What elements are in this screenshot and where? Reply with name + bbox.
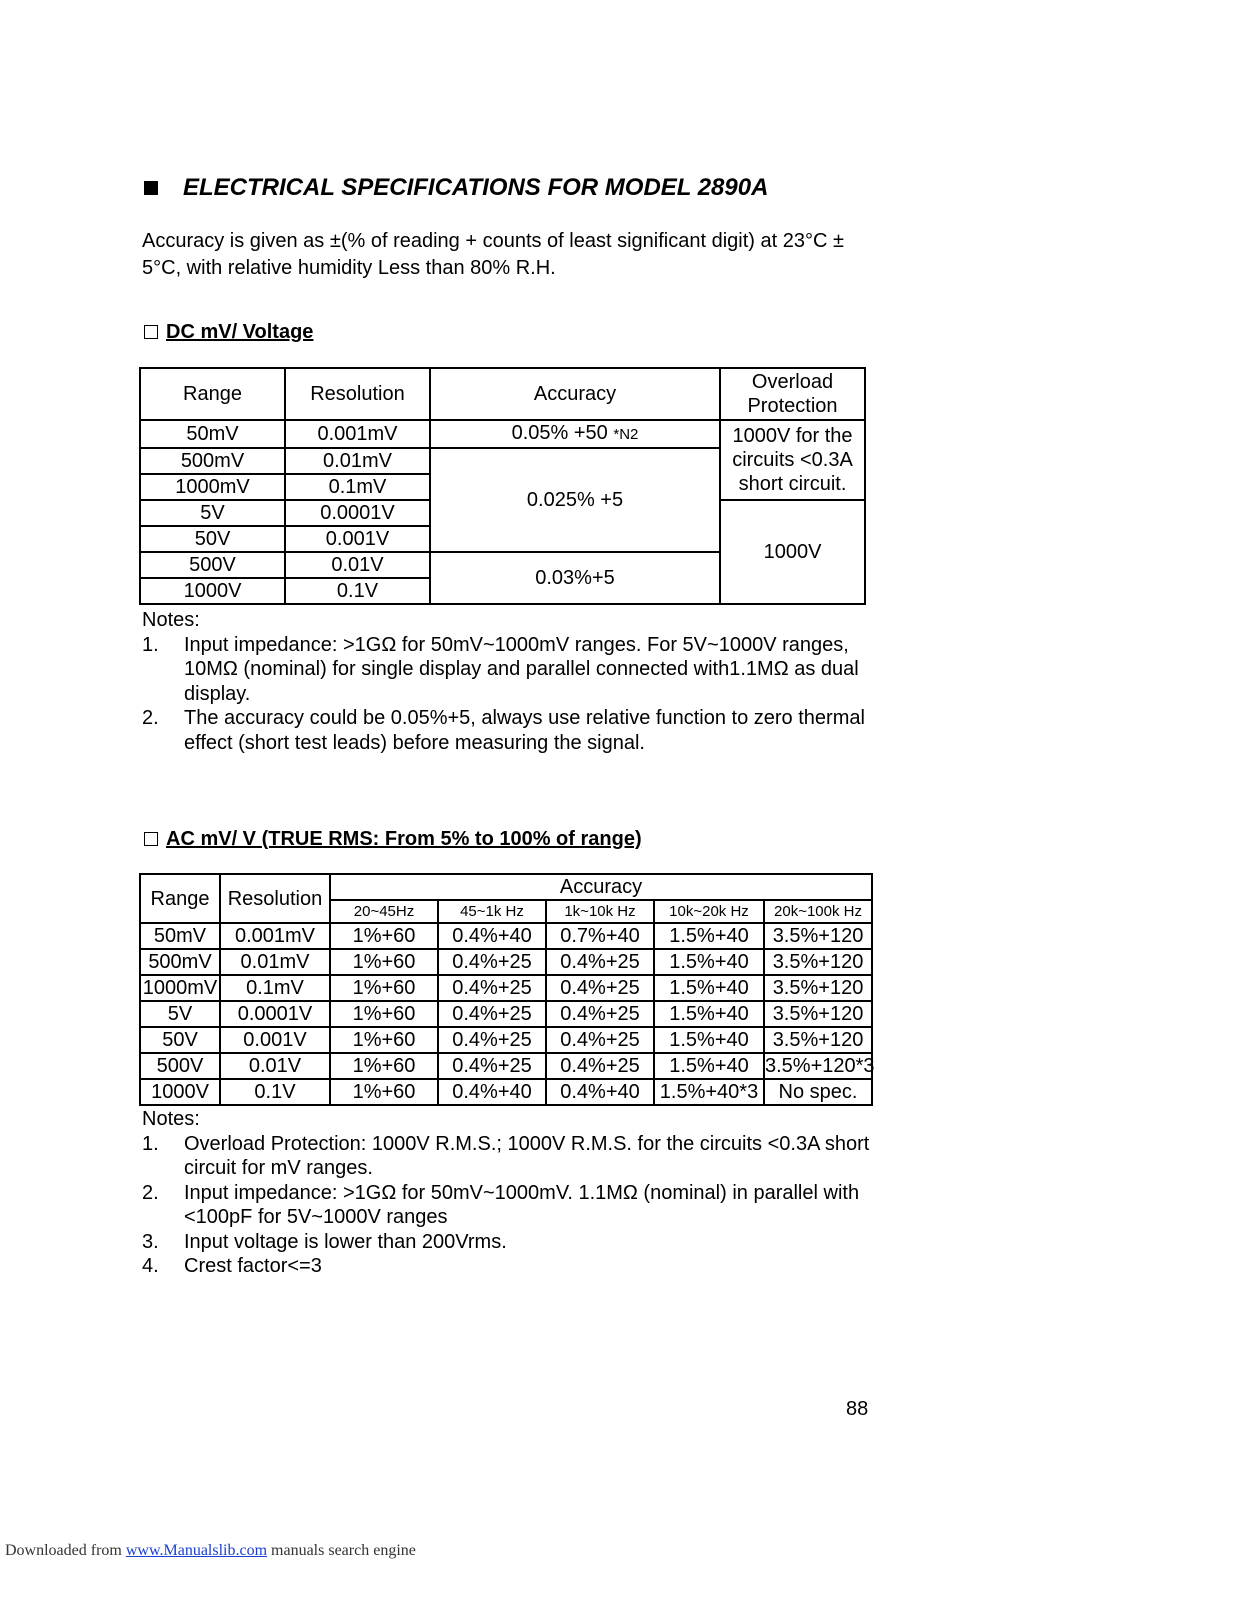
checkbox-icon — [144, 325, 158, 339]
table-row — [140, 1001, 872, 1027]
note-item — [142, 1254, 902, 1279]
accuracy-cell: 1%+60 — [330, 949, 438, 975]
download-footer — [5, 1542, 416, 1560]
accuracy-cell: 0.4%+25 — [546, 1053, 654, 1079]
header-resolution: Resolution — [285, 368, 430, 420]
note-number: 1. — [142, 1132, 159, 1155]
ac-section-title — [144, 828, 642, 851]
notes-label: Notes: — [142, 1108, 200, 1130]
header-band: 1k~10k Hz — [546, 900, 654, 923]
dc-section-title — [144, 321, 313, 344]
resolution-cell: 0.1V — [285, 578, 430, 604]
range-cell: 1000mV — [140, 474, 285, 500]
accuracy-cell: 3.5%+120 — [764, 923, 872, 949]
dc-spec-table — [139, 367, 866, 605]
note-text: Crest factor<=3 — [184, 1255, 322, 1277]
range-cell: 500mV — [140, 949, 220, 975]
accuracy-cell: 0.4%+25 — [546, 1027, 654, 1053]
accuracy-cell: 0.4%+25 — [546, 1001, 654, 1027]
accuracy-cell: 1.5%+40 — [654, 1027, 764, 1053]
accuracy-cell: 0.4%+25 — [438, 949, 546, 975]
accuracy-value: 0.05% +50 — [511, 422, 608, 444]
resolution-cell: 0.001mV — [220, 923, 330, 949]
accuracy-cell: 3.5%+120 — [764, 1001, 872, 1027]
table-row — [140, 975, 872, 1001]
accuracy-cell: 1%+60 — [330, 923, 438, 949]
resolution-cell: 0.1V — [220, 1079, 330, 1105]
resolution-cell: 0.001V — [220, 1027, 330, 1053]
note-number: 4. — [142, 1255, 159, 1277]
accuracy-cell: 1%+60 — [330, 1079, 438, 1105]
dc-title-text: DC mV/ Voltage — [166, 321, 314, 343]
range-cell: 1000mV — [140, 975, 220, 1001]
accuracy-cell: 0.03%+5 — [430, 552, 720, 604]
note-item — [142, 1230, 902, 1255]
accuracy-cell: 0.4%+25 — [438, 1001, 546, 1027]
resolution-cell: 0.01mV — [285, 448, 430, 474]
resolution-cell: 0.01mV — [220, 949, 330, 975]
dc-notes — [142, 608, 902, 755]
table-row — [140, 923, 872, 949]
accuracy-cell: 3.5%+120*3 — [765, 1055, 875, 1077]
ac-notes — [142, 1107, 902, 1279]
resolution-cell: 0.001V — [285, 526, 430, 552]
intro-paragraph: Accuracy is given as ±(% of reading + counts of least significant digit) at 23°C ± 5°C, with relative humidity Less than 80% R.H. — [142, 230, 844, 279]
resolution-cell: 0.01V — [285, 552, 430, 578]
note-text: The accuracy could be 0.05%+5, always use relative function to zero thermal effect (short test leads) before measuring the signal. — [184, 707, 865, 754]
accuracy-cell: 1%+60 — [330, 975, 438, 1001]
table-row — [140, 1027, 872, 1053]
footer-prefix: Downloaded from — [5, 1542, 126, 1559]
accuracy-cell: 0.4%+40 — [546, 1079, 654, 1105]
page-number: 88 — [846, 1398, 869, 1420]
resolution-cell: 0.1mV — [285, 474, 430, 500]
accuracy-note-mark: *N2 — [613, 426, 639, 443]
range-cell: 1000V — [140, 1079, 220, 1105]
note-number: 1. — [142, 633, 159, 656]
note-text: Input impedance: >1GΩ for 50mV~1000mV ranges. For 5V~1000V ranges, 10MΩ (nominal) for single display and parallel connected with1.1MΩ as dual display. — [184, 633, 859, 705]
header-band: 20k~100k Hz — [764, 900, 872, 923]
header-range: Range — [140, 874, 220, 923]
accuracy-cell: 3.5%+120 — [764, 949, 872, 975]
note-text: Input impedance: >1GΩ for 50mV~1000mV. 1.1MΩ (nominal) in parallel with <100pF for 5V~1000V ranges — [184, 1181, 860, 1228]
range-cell: 500mV — [140, 448, 285, 474]
resolution-cell: 0.1mV — [220, 975, 330, 1001]
table-row — [140, 1079, 872, 1105]
range-cell: 500V — [140, 552, 285, 578]
accuracy-cell: 1%+60 — [330, 1001, 438, 1027]
accuracy-cell: 1.5%+40 — [654, 975, 764, 1001]
accuracy-cell: 3.5%+120 — [764, 975, 872, 1001]
notes-label: Notes: — [142, 609, 200, 631]
header-accuracy: Accuracy — [330, 874, 872, 900]
note-item — [142, 706, 902, 755]
accuracy-cell: 0.4%+40 — [438, 923, 546, 949]
note-number: 2. — [142, 707, 159, 729]
accuracy-cell: 1%+60 — [330, 1027, 438, 1053]
accuracy-cell: No spec. — [764, 1079, 872, 1105]
header-band: 10k~20k Hz — [654, 900, 764, 923]
accuracy-cell: 0.4%+25 — [438, 975, 546, 1001]
accuracy-cell: 0.4%+40 — [438, 1079, 546, 1105]
accuracy-cell: 3.5%+120 — [764, 1027, 872, 1053]
note-number: 3. — [142, 1230, 159, 1253]
note-text: Overload Protection: 1000V R.M.S.; 1000V R.M.S. for the circuits <0.3A short circuit for mV ranges. — [184, 1132, 870, 1179]
accuracy-cell: 1.5%+40 — [654, 949, 764, 975]
table-row — [140, 1053, 872, 1079]
square-bullet-icon — [144, 181, 158, 195]
accuracy-cell: 1.5%+40 — [654, 1001, 764, 1027]
note-item — [142, 1181, 902, 1230]
table-row — [140, 949, 872, 975]
ac-spec-table — [139, 873, 873, 1106]
range-cell: 50mV — [140, 420, 285, 448]
note-number: 2. — [142, 1181, 159, 1204]
range-cell: 50mV — [140, 923, 220, 949]
note-item — [142, 1132, 902, 1181]
header-overload: Overload Protection — [720, 368, 865, 420]
range-cell: 500V — [140, 1053, 220, 1079]
accuracy-cell: 1.5%+40*3 — [654, 1079, 764, 1105]
accuracy-cell: 1.5%+40 — [654, 1053, 764, 1079]
accuracy-cell: 0.4%+25 — [546, 975, 654, 1001]
accuracy-cell: 0.4%+25 — [546, 949, 654, 975]
accuracy-cell: 1.5%+40 — [654, 923, 764, 949]
overload-cell: 1000V for the circuits <0.3A short circuit. — [720, 420, 865, 500]
footer-suffix: manuals search engine — [267, 1542, 416, 1559]
note-text: Input voltage is lower than 200Vrms. — [184, 1230, 507, 1253]
header-resolution: Resolution — [220, 874, 330, 923]
overload-cell: 1000V — [720, 500, 865, 604]
resolution-cell: 0.01V — [220, 1053, 330, 1079]
header-band: 45~1k Hz — [438, 900, 546, 923]
header-band: 20~45Hz — [330, 900, 438, 923]
accuracy-cell — [430, 420, 720, 448]
range-cell: 1000V — [140, 578, 285, 604]
accuracy-cell: 0.4%+25 — [438, 1027, 546, 1053]
range-cell: 50V — [140, 1027, 220, 1053]
resolution-cell: 0.0001V — [285, 500, 430, 526]
range-cell: 5V — [140, 1001, 220, 1027]
header-range: Range — [140, 368, 285, 420]
accuracy-cell: 0.7%+40 — [546, 923, 654, 949]
heading-text: ELECTRICAL SPECIFICATIONS FOR MODEL 2890A — [183, 174, 769, 201]
resolution-cell: 0.0001V — [220, 1001, 330, 1027]
range-cell: 50V — [140, 526, 285, 552]
accuracy-cell: 0.025% +5 — [430, 448, 720, 552]
page-heading — [144, 174, 768, 202]
range-cell: 5V — [140, 500, 285, 526]
accuracy-cell: 1%+60 — [330, 1053, 438, 1079]
resolution-cell: 0.001mV — [285, 420, 430, 448]
ac-title-text: AC mV/ V (TRUE RMS: From 5% to 100% of range) — [166, 828, 642, 850]
accuracy-cell: 0.4%+25 — [438, 1053, 546, 1079]
note-item — [142, 633, 902, 707]
manualslib-link[interactable]: www.Manualslib.com — [125, 1542, 268, 1559]
checkbox-icon — [144, 832, 158, 846]
header-accuracy: Accuracy — [430, 368, 720, 420]
